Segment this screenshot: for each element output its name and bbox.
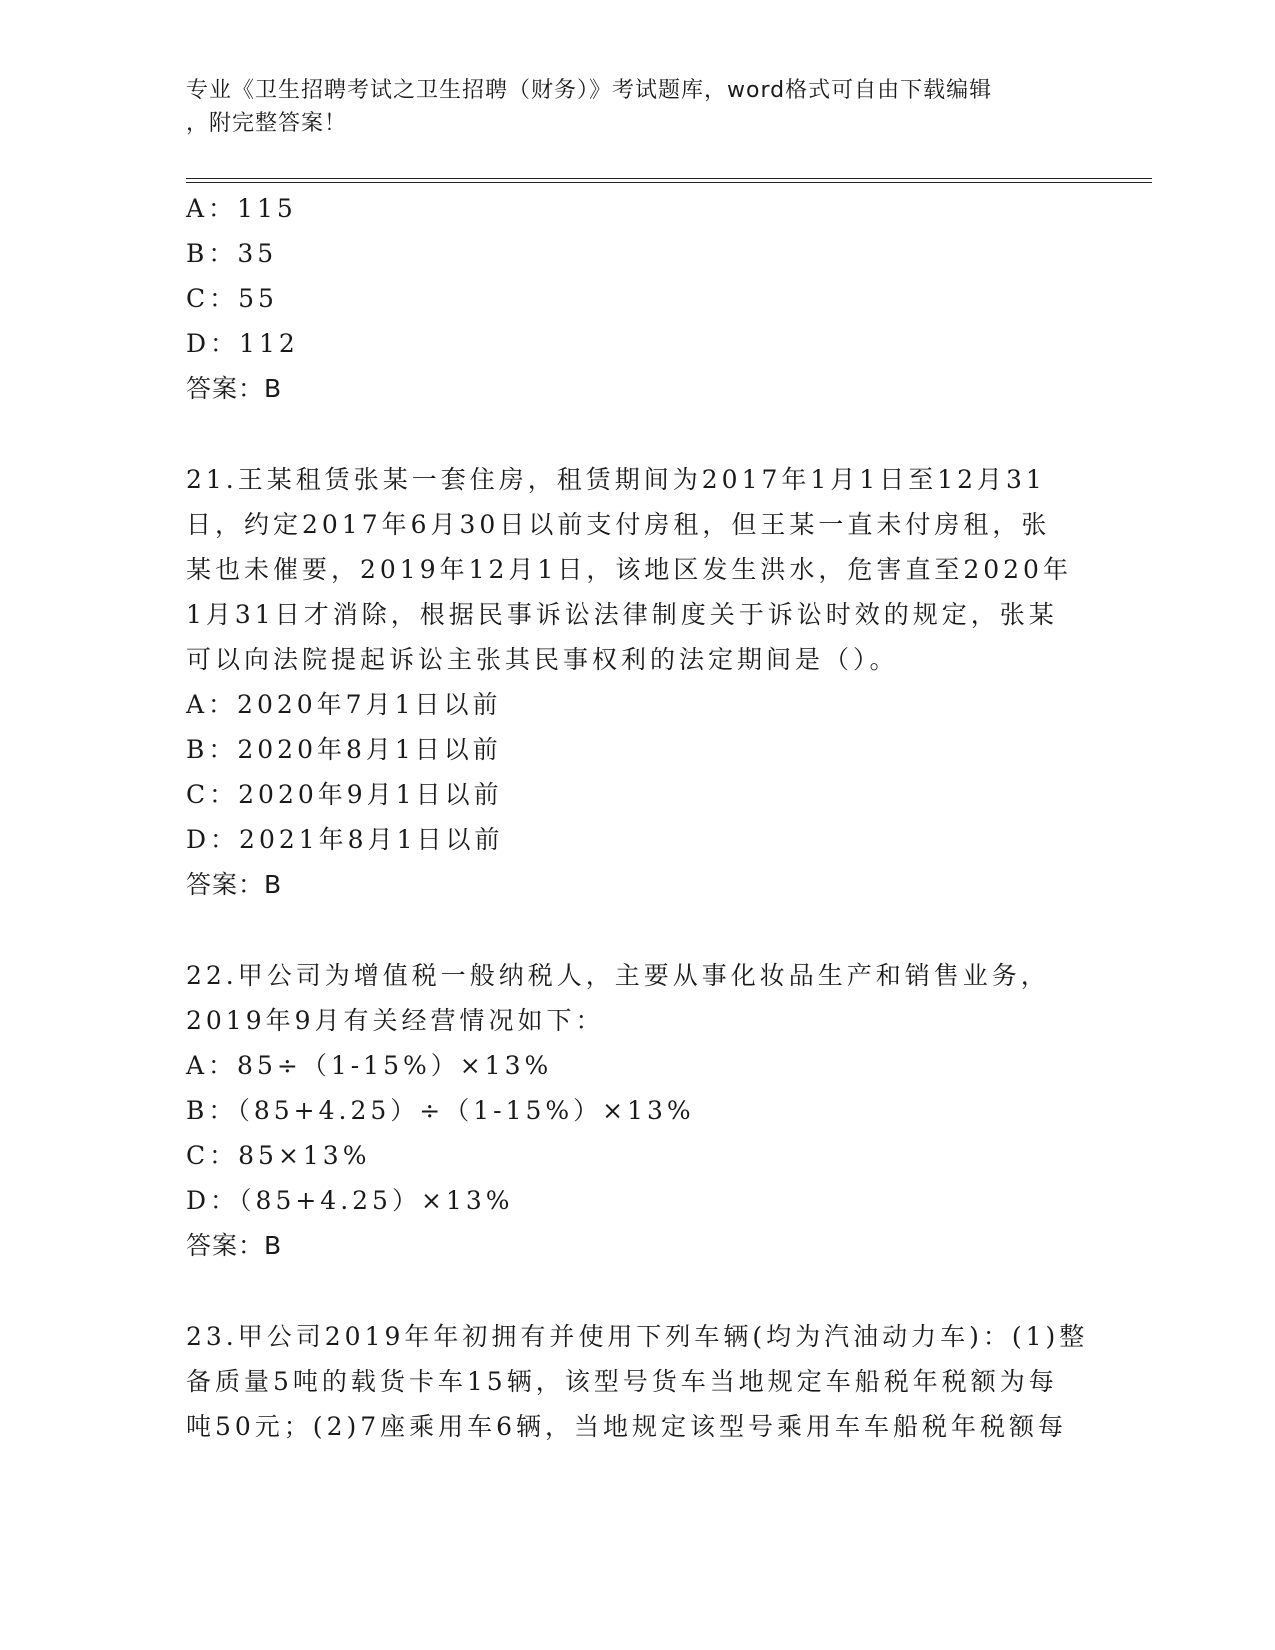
option-c: C：85×13% [186,1141,371,1170]
answer: 答案：B [186,1231,283,1260]
option-c: C：2020年9月1日以前 [186,780,503,809]
option-c: C：55 [186,284,278,313]
option-d: D：（85+4.25）×13% [186,1186,514,1215]
option-a: A：2020年7月1日以前 [186,690,502,719]
option-a: A：115 [186,194,297,223]
question-22-line: 2019年9月有关经营情况如下： [186,1006,605,1035]
answer: 答案：B [186,374,283,403]
option-b: B：（85+4.25）÷（1-15%）×13% [186,1096,695,1125]
question-21-line: 可以向法院提起诉讼主张其民事权利的法定期间是（）。 [186,645,899,674]
header-line-1: 专业《卫生招聘考试之卫生招聘（财务）》考试题库，word格式可自由下载编辑 [186,78,993,103]
question-22-line: 22.甲公司为增值税一般纳税人，主要从事化妆品生产和销售业务， [186,961,1050,990]
option-a: A：85÷（1-15%）×13% [186,1051,553,1080]
question-21-line: 21.王某租赁张某一套住房，租赁期间为2017年1月1日至12月31 [186,465,1046,494]
option-d: D：112 [186,329,299,358]
question-23-line: 23.甲公司2019年年初拥有并使用下列车辆(均为汽油动力车)：(1)整 [186,1322,1089,1351]
option-b: B：2020年8月1日以前 [186,735,502,764]
question-21-line: 日，约定2017年6月30日以前支付房租，但王某一直未付房租，张 [186,510,1051,539]
header-rule-bottom [186,182,1152,183]
header-line-2: ，附完整答案！ [186,111,348,136]
question-23-line: 吨50元；(2)7座乘用车6辆，当地规定该型号乘用车车船税年税额每 [186,1412,1068,1441]
question-21-line: 1月31日才消除，根据民事诉讼法律制度关于诉讼时效的规定，张某 [186,600,1058,629]
option-d: D：2021年8月1日以前 [186,825,504,854]
header-rule-top [186,178,1152,179]
answer: 答案：B [186,870,283,899]
question-21-line: 某也未催要，2019年12月1日，该地区发生洪水，危害直至2020年 [186,555,1072,584]
option-b: B：35 [186,239,278,268]
question-23-line: 备质量5吨的载货卡车15辆，该型号货车当地规定车船税年税额为每 [186,1367,1058,1396]
document-header [186,74,1066,140]
